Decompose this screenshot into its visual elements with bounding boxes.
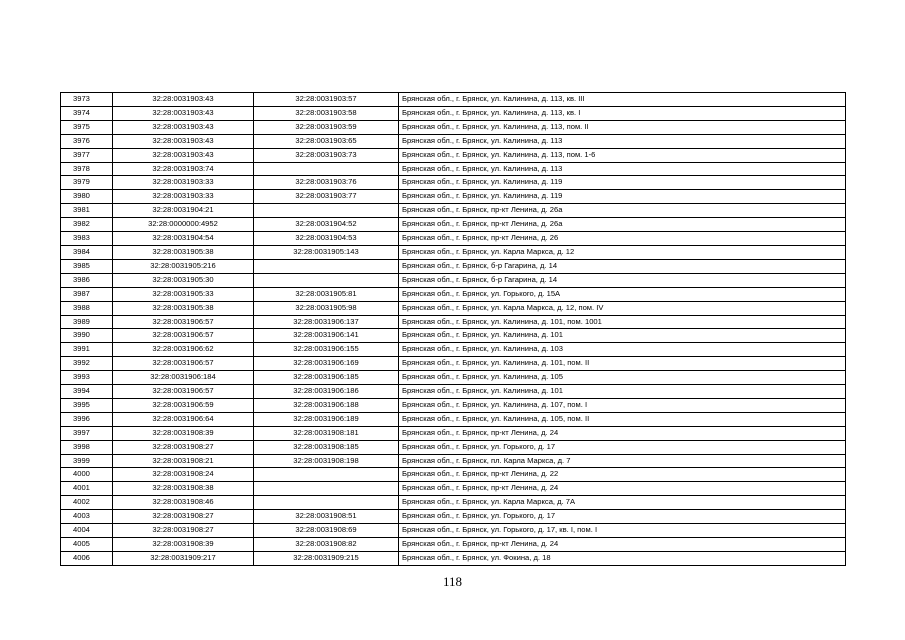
row-number-cell: 3984 bbox=[61, 245, 113, 259]
cadastral-number-cell: 32:28:0031906:62 bbox=[113, 343, 254, 357]
address-cell: Брянская обл., г. Брянск, пл. Карла Маркса, д. 7 bbox=[399, 454, 846, 468]
premises-number-cell: 32:28:0031903:76 bbox=[254, 176, 399, 190]
row-number-cell: 3990 bbox=[61, 329, 113, 343]
address-cell: Брянская обл., г. Брянск, ул. Калинина, д. 101 bbox=[399, 329, 846, 343]
premises-number-cell: 32:28:0031908:51 bbox=[254, 510, 399, 524]
premises-number-cell: 32:28:0031903:57 bbox=[254, 93, 399, 107]
cadastral-number-cell: 32:28:0031903:43 bbox=[113, 148, 254, 162]
row-number-cell: 3988 bbox=[61, 301, 113, 315]
cadastral-number-cell: 32:28:0031906:64 bbox=[113, 412, 254, 426]
table-row bbox=[61, 190, 846, 204]
table-row bbox=[61, 120, 846, 134]
premises-number-cell: 32:28:0031906:155 bbox=[254, 343, 399, 357]
cadastral-number-cell: 32:28:0031905:33 bbox=[113, 287, 254, 301]
row-number-cell: 3995 bbox=[61, 398, 113, 412]
table-row bbox=[61, 468, 846, 482]
table-row bbox=[61, 301, 846, 315]
premises-number-cell bbox=[254, 162, 399, 176]
cadastral-number-cell: 32:28:0031908:24 bbox=[113, 468, 254, 482]
address-cell: Брянская обл., г. Брянск, пр-кт Ленина, д. 24 bbox=[399, 482, 846, 496]
address-cell: Брянская обл., г. Брянск, пр-кт Ленина, д. 24 bbox=[399, 426, 846, 440]
row-number-cell: 3994 bbox=[61, 385, 113, 399]
table-row bbox=[61, 412, 846, 426]
cadastral-number-cell: 32:28:0031905:38 bbox=[113, 245, 254, 259]
address-cell: Брянская обл., г. Брянск, ул. Калинина, д. 113, пом. II bbox=[399, 120, 846, 134]
table-row bbox=[61, 93, 846, 107]
cadastral-number-cell: 32:28:0031903:43 bbox=[113, 134, 254, 148]
row-number-cell: 3979 bbox=[61, 176, 113, 190]
premises-number-cell: 32:28:0031908:198 bbox=[254, 454, 399, 468]
premises-number-cell: 32:28:0031903:73 bbox=[254, 148, 399, 162]
premises-number-cell: 32:28:0031906:189 bbox=[254, 412, 399, 426]
address-cell: Брянская обл., г. Брянск, пр-кт Ленина, д. 26а bbox=[399, 204, 846, 218]
row-number-cell: 3999 bbox=[61, 454, 113, 468]
table-row bbox=[61, 454, 846, 468]
table-row bbox=[61, 426, 846, 440]
table-row bbox=[61, 357, 846, 371]
table-row bbox=[61, 398, 846, 412]
row-number-cell: 3997 bbox=[61, 426, 113, 440]
registry-table bbox=[60, 92, 846, 566]
table-row bbox=[61, 329, 846, 343]
premises-number-cell: 32:28:0031905:143 bbox=[254, 245, 399, 259]
cadastral-number-cell: 32:28:0031903:74 bbox=[113, 162, 254, 176]
row-number-cell: 3987 bbox=[61, 287, 113, 301]
address-cell: Брянская обл., г. Брянск, ул. Карла Маркса, д. 12, пом. IV bbox=[399, 301, 846, 315]
premises-number-cell: 32:28:0031906:137 bbox=[254, 315, 399, 329]
cadastral-number-cell: 32:28:0031908:38 bbox=[113, 482, 254, 496]
address-cell: Брянская обл., г. Брянск, ул. Калинина, д. 103 bbox=[399, 343, 846, 357]
row-number-cell: 3977 bbox=[61, 148, 113, 162]
table-row bbox=[61, 315, 846, 329]
address-cell: Брянская обл., г. Брянск, ул. Горького, д. 15А bbox=[399, 287, 846, 301]
address-cell: Брянская обл., г. Брянск, ул. Горького, д. 17 bbox=[399, 510, 846, 524]
cadastral-number-cell: 32:28:0031904:54 bbox=[113, 232, 254, 246]
address-cell: Брянская обл., г. Брянск, ул. Калинина, д. 113, кв. III bbox=[399, 93, 846, 107]
cadastral-number-cell: 32:28:0031908:39 bbox=[113, 426, 254, 440]
row-number-cell: 3983 bbox=[61, 232, 113, 246]
row-number-cell: 3975 bbox=[61, 120, 113, 134]
premises-number-cell bbox=[254, 482, 399, 496]
premises-number-cell: 32:28:0031905:81 bbox=[254, 287, 399, 301]
address-cell: Брянская обл., г. Брянск, ул. Калинина, д. 101 bbox=[399, 385, 846, 399]
address-cell: Брянская обл., г. Брянск, б-р Гагарина, д. 14 bbox=[399, 259, 846, 273]
row-number-cell: 4001 bbox=[61, 482, 113, 496]
row-number-cell: 3986 bbox=[61, 273, 113, 287]
table-row bbox=[61, 551, 846, 565]
table-row bbox=[61, 162, 846, 176]
cadastral-number-cell: 32:28:0031908:21 bbox=[113, 454, 254, 468]
table-row bbox=[61, 259, 846, 273]
table-row bbox=[61, 538, 846, 552]
address-cell: Брянская обл., г. Брянск, б-р Гагарина, д. 14 bbox=[399, 273, 846, 287]
row-number-cell: 3996 bbox=[61, 412, 113, 426]
premises-number-cell bbox=[254, 468, 399, 482]
row-number-cell: 3985 bbox=[61, 259, 113, 273]
address-cell: Брянская обл., г. Брянск, пр-кт Ленина, д. 26а bbox=[399, 218, 846, 232]
address-cell: Брянская обл., г. Брянск, ул. Калинина, д. 113 bbox=[399, 134, 846, 148]
cadastral-number-cell: 32:28:0031905:216 bbox=[113, 259, 254, 273]
premises-number-cell: 32:28:0031906:141 bbox=[254, 329, 399, 343]
table-row bbox=[61, 273, 846, 287]
cadastral-number-cell: 32:28:0031905:38 bbox=[113, 301, 254, 315]
premises-number-cell: 32:28:0031906:185 bbox=[254, 371, 399, 385]
address-cell: Брянская обл., г. Брянск, ул. Калинина, д. 105, пом. II bbox=[399, 412, 846, 426]
address-cell: Брянская обл., г. Брянск, ул. Калинина, д. 105 bbox=[399, 371, 846, 385]
row-number-cell: 3974 bbox=[61, 106, 113, 120]
premises-number-cell bbox=[254, 259, 399, 273]
table-row bbox=[61, 176, 846, 190]
row-number-cell: 4000 bbox=[61, 468, 113, 482]
table-row bbox=[61, 148, 846, 162]
address-cell: Брянская обл., г. Брянск, ул. Карла Маркса, д. 12 bbox=[399, 245, 846, 259]
table-row bbox=[61, 218, 846, 232]
address-cell: Брянская обл., г. Брянск, ул. Горького, д. 17, кв. I, пом. I bbox=[399, 524, 846, 538]
row-number-cell: 4005 bbox=[61, 538, 113, 552]
cadastral-number-cell: 32:28:0031908:39 bbox=[113, 538, 254, 552]
table-row bbox=[61, 385, 846, 399]
cadastral-number-cell: 32:28:0031903:33 bbox=[113, 176, 254, 190]
address-cell: Брянская обл., г. Брянск, ул. Калинина, д. 119 bbox=[399, 176, 846, 190]
page-number: 118 bbox=[442, 574, 463, 589]
table-row bbox=[61, 245, 846, 259]
premises-number-cell bbox=[254, 496, 399, 510]
cadastral-number-cell: 32:28:0031904:21 bbox=[113, 204, 254, 218]
row-number-cell: 3993 bbox=[61, 371, 113, 385]
row-number-cell: 4003 bbox=[61, 510, 113, 524]
table-row bbox=[61, 134, 846, 148]
cadastral-number-cell: 32:28:0031905:30 bbox=[113, 273, 254, 287]
premises-number-cell: 32:28:0031908:82 bbox=[254, 538, 399, 552]
address-cell: Брянская обл., г. Брянск, пр-кт Ленина, д. 26 bbox=[399, 232, 846, 246]
premises-number-cell bbox=[254, 204, 399, 218]
cadastral-number-cell: 32:28:0031908:27 bbox=[113, 510, 254, 524]
premises-number-cell: 32:28:0031903:77 bbox=[254, 190, 399, 204]
premises-number-cell: 32:28:0031903:59 bbox=[254, 120, 399, 134]
row-number-cell: 3998 bbox=[61, 440, 113, 454]
cadastral-number-cell: 32:28:0031903:33 bbox=[113, 190, 254, 204]
table-row bbox=[61, 496, 846, 510]
table-row bbox=[61, 287, 846, 301]
premises-number-cell: 32:28:0031909:215 bbox=[254, 551, 399, 565]
address-cell: Брянская обл., г. Брянск, ул. Калинина, д. 101, пом. II bbox=[399, 357, 846, 371]
table-row bbox=[61, 524, 846, 538]
address-cell: Брянская обл., г. Брянск, ул. Калинина, д. 113 bbox=[399, 162, 846, 176]
row-number-cell: 3980 bbox=[61, 190, 113, 204]
address-cell: Брянская обл., г. Брянск, ул. Калинина, д. 113, пом. 1-6 bbox=[399, 148, 846, 162]
cadastral-number-cell: 32:28:0031908:27 bbox=[113, 440, 254, 454]
table-row bbox=[61, 232, 846, 246]
address-cell: Брянская обл., г. Брянск, ул. Калинина, д. 113, кв. I bbox=[399, 106, 846, 120]
cadastral-number-cell: 32:28:0031903:43 bbox=[113, 106, 254, 120]
premises-number-cell bbox=[254, 273, 399, 287]
row-number-cell: 3992 bbox=[61, 357, 113, 371]
cadastral-number-cell: 32:28:0000000:4952 bbox=[113, 218, 254, 232]
row-number-cell: 4006 bbox=[61, 551, 113, 565]
address-cell: Брянская обл., г. Брянск, ул. Калинина, д. 107, пом. I bbox=[399, 398, 846, 412]
row-number-cell: 3989 bbox=[61, 315, 113, 329]
table-row bbox=[61, 106, 846, 120]
address-cell: Брянская обл., г. Брянск, ул. Калинина, д. 119 bbox=[399, 190, 846, 204]
premises-number-cell: 32:28:0031904:52 bbox=[254, 218, 399, 232]
address-cell: Брянская обл., г. Брянск, пр-кт Ленина, д. 24 bbox=[399, 538, 846, 552]
cadastral-number-cell: 32:28:0031906:57 bbox=[113, 357, 254, 371]
row-number-cell: 3982 bbox=[61, 218, 113, 232]
premises-number-cell: 32:28:0031906:186 bbox=[254, 385, 399, 399]
premises-number-cell: 32:28:0031905:98 bbox=[254, 301, 399, 315]
row-number-cell: 3981 bbox=[61, 204, 113, 218]
cadastral-number-cell: 32:28:0031908:46 bbox=[113, 496, 254, 510]
row-number-cell: 4004 bbox=[61, 524, 113, 538]
table-row bbox=[61, 204, 846, 218]
row-number-cell: 3978 bbox=[61, 162, 113, 176]
premises-number-cell: 32:28:0031908:69 bbox=[254, 524, 399, 538]
table-body bbox=[61, 93, 846, 566]
row-number-cell: 3991 bbox=[61, 343, 113, 357]
address-cell: Брянская обл., г. Брянск, пр-кт Ленина, д. 22 bbox=[399, 468, 846, 482]
table-row bbox=[61, 371, 846, 385]
premises-number-cell: 32:28:0031904:53 bbox=[254, 232, 399, 246]
table-row bbox=[61, 343, 846, 357]
table-row bbox=[61, 482, 846, 496]
premises-number-cell: 32:28:0031908:181 bbox=[254, 426, 399, 440]
premises-number-cell: 32:28:0031908:185 bbox=[254, 440, 399, 454]
premises-number-cell: 32:28:0031903:58 bbox=[254, 106, 399, 120]
cadastral-number-cell: 32:28:0031903:43 bbox=[113, 120, 254, 134]
cadastral-number-cell: 32:28:0031909:217 bbox=[113, 551, 254, 565]
cadastral-number-cell: 32:28:0031908:27 bbox=[113, 524, 254, 538]
premises-number-cell: 32:28:0031906:188 bbox=[254, 398, 399, 412]
premises-number-cell: 32:28:0031903:65 bbox=[254, 134, 399, 148]
cadastral-number-cell: 32:28:0031906:57 bbox=[113, 315, 254, 329]
premises-number-cell: 32:28:0031906:169 bbox=[254, 357, 399, 371]
address-cell: Брянская обл., г. Брянск, ул. Карла Маркса, д. 7А bbox=[399, 496, 846, 510]
cadastral-number-cell: 32:28:0031906:184 bbox=[113, 371, 254, 385]
row-number-cell: 3973 bbox=[61, 93, 113, 107]
address-cell: Брянская обл., г. Брянск, ул. Фокина, д. 18 bbox=[399, 551, 846, 565]
table-row bbox=[61, 510, 846, 524]
cadastral-number-cell: 32:28:0031906:59 bbox=[113, 398, 254, 412]
cadastral-number-cell: 32:28:0031903:43 bbox=[113, 93, 254, 107]
cadastral-number-cell: 32:28:0031906:57 bbox=[113, 329, 254, 343]
row-number-cell: 3976 bbox=[61, 134, 113, 148]
table-row bbox=[61, 440, 846, 454]
row-number-cell: 4002 bbox=[61, 496, 113, 510]
address-cell: Брянская обл., г. Брянск, ул. Калинина, д. 101, пом. 1001 bbox=[399, 315, 846, 329]
cadastral-number-cell: 32:28:0031906:57 bbox=[113, 385, 254, 399]
address-cell: Брянская обл., г. Брянск, ул. Горького, д. 17 bbox=[399, 440, 846, 454]
